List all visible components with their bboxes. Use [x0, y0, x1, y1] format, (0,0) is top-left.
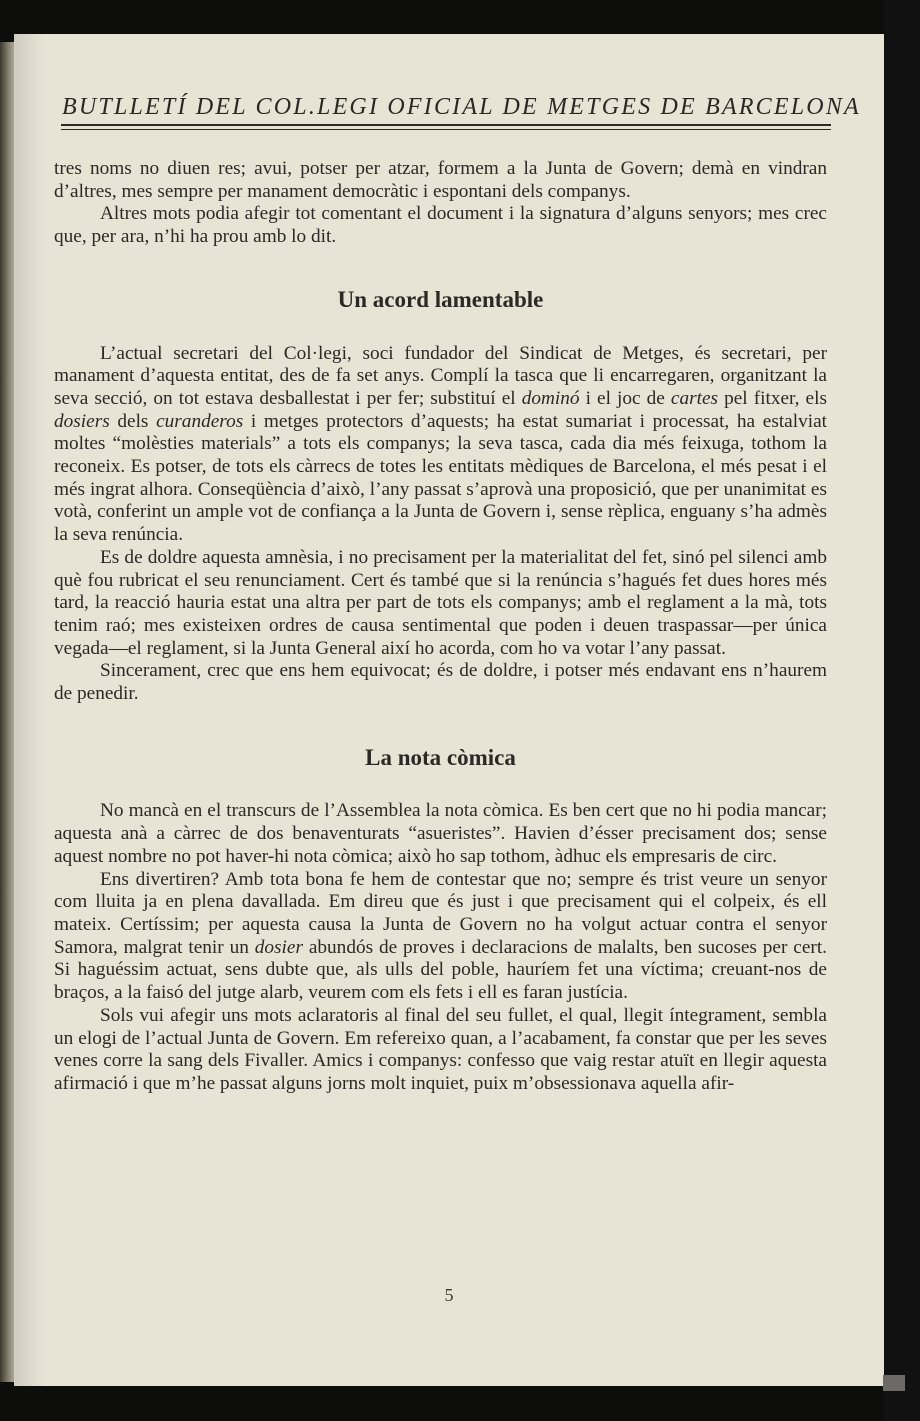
- text-run: dels: [109, 410, 157, 432]
- text-run: i metges protectors d’aquests; ha estat sumariat i processat, ha estalviat moltes “molèsties materials” a tots els companys; la seva tasca, cada dia més feixuga, tothom la reconeix. Es potser, de tots els càrrecs de totes les entitats mèdiques de Barcelona, el més pesat i el més ingrat alhora. Conseqüència d’això, l’any passat s’aprovà una proposició, que per unanimitat es votà, conferint un ample vot de confiança a la Junta de Govern i, sense rèplica, enguany s’ha admès la seva renúncia.: [54, 410, 828, 546]
- text-run: pel fitxer, els: [718, 387, 827, 409]
- binding-clip: [883, 1375, 905, 1391]
- section1-paragraph-1: [54, 343, 827, 547]
- italic-term: curanderos: [156, 410, 244, 432]
- italic-term: dosiers: [54, 410, 110, 432]
- header-rule-thin: [61, 129, 831, 130]
- text-run: i el joc de: [579, 387, 671, 409]
- document-page: [14, 34, 884, 1386]
- page-number: 5: [444, 1285, 454, 1305]
- italic-term: dosier: [254, 936, 303, 958]
- section2-paragraph-2: [54, 869, 827, 1005]
- section2-paragraph-3: Sols vui afegir uns mots aclaratoris al final del seu fullet, el qual, llegit íntegrament, sembla un elogi de l’actual Junta de Govern. Em refereixo quan, a l’acabament, fa constar que per les seves venes corre la sang dels Fivaller. Amics i companys: confesso que vaig restar atuït en llegir aquesta afirmació i que m’he passat alguns jorns molt inquiet, puix m’obsessionava aquella afir-: [54, 1004, 827, 1094]
- intro-paragraph-2: Altres mots podia afegir tot comentant el document i la signatura d’alguns senyors; mes crec que, per ara, n’hi ha prou amb lo dit.: [54, 203, 827, 248]
- section1-paragraph-3: Sincerament, crec que ens hem equivocat; és de doldre, i potser més endavant ens n’haurem de penedir.: [54, 660, 827, 705]
- section-heading-acord: Un acord lamentable: [337, 286, 544, 312]
- text-run: Ens divertiren? Amb tota bona fe hem de contestar que no; sempre és trist veure un senyor com lluita ja en plena davallada. Em direu que és just i que precisament qui el colpeix, és ell mateix. Certíssim; per aquesta causa la Junta de Govern no ha volgut actuar contra el senyor Samora, malgrat tenir un: [54, 868, 827, 958]
- scanner-margin: [884, 0, 920, 1421]
- section2-paragraph-1: No mancà en el transcurs de l’Assemblea la nota còmica. Es ben cert que no hi podia mancar; aquesta anà a càrrec de dos benaventurats “asueristes”. Havien d’ésser precisament dos; sense aquest nombre no pot haver-hi nota còmica; això ho sap tothom, àdhuc els empresaris de circ.: [54, 800, 827, 867]
- intro-paragraph-1: tres noms no diuen res; avui, potser per atzar, formem a la Junta de Govern; demà en vindran d’altres, mes sempre per manament democràtic i espontani dels companys.: [54, 158, 827, 202]
- text-run: abundós de proves i declaracions de malalts, ben sucoses per cert. Si haguéssim actuat, sens dubte que, als ulls del poble, hauríem fet una víctima; creuant-nos de braços, a la faisó del jutge alarb, veurem com els fets i ell es faran justícia.: [54, 936, 827, 1004]
- italic-term: dominó: [521, 387, 580, 409]
- header-rule-thick: [61, 124, 831, 126]
- italic-term: cartes: [670, 387, 719, 409]
- running-header: BUTLLETÍ DEL COL.LEGI OFICIAL DE METGES DE BARCELONA: [62, 94, 861, 120]
- text-run: L’actual secretari del Col·legi, soci fundador del Sindicat de Metges, és secretari, per manament d’aquesta entitat, des de fa set anys. Complí la tasca que li encarregaren, organitzant la seva secció, on tot estava desballestat i per fer; substituí el: [54, 342, 827, 409]
- body-text: [54, 158, 827, 1096]
- section-heading-nota: La nota còmica: [365, 744, 516, 770]
- section1-paragraph-2: Es de doldre aquesta amnèsia, i no precisament per la materialitat del fet, sinó pel silenci amb què fou rubricat el seu renunciament. Cert és també que si la renúncia s’hagués fet dues hores més tard, la reacció hauria estat una altra per part de tots els companys; amb el reglament a la mà, tots tenim raó; mes existeixen ordres de causa sentimental que poden i deuen traspassar—per única vegada—el reglament, si la Junta General així ho acorda, com ho va votar l’any passat.: [54, 546, 827, 659]
